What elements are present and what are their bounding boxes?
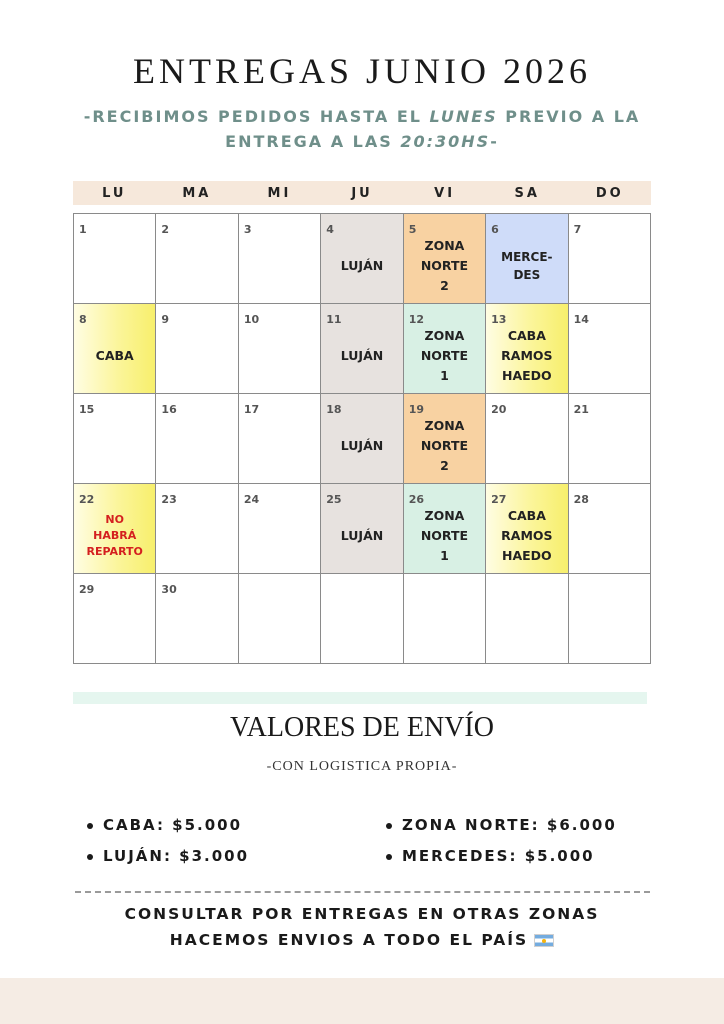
calendar-day-27 <box>486 484 568 574</box>
weekday-thu: JU <box>351 186 373 201</box>
calendar-day-18 <box>321 394 403 484</box>
day-number: 20 <box>491 403 507 416</box>
day-number: 10 <box>243 313 260 326</box>
day-number: 13 <box>491 313 507 326</box>
calendar-day-14 <box>569 304 651 394</box>
calendar-empty-cell <box>404 574 486 664</box>
day-number: 6 <box>491 223 499 236</box>
delivery-zone-label: NO HABRÁ REPARTO <box>86 512 143 558</box>
calendar-day-23 <box>156 484 238 574</box>
calendar-day-6 <box>486 214 568 304</box>
day-number: 23 <box>161 493 177 506</box>
calendar-day-17 <box>239 394 321 484</box>
delivery-zone-label: ZONA NORTE 1 <box>420 507 469 563</box>
day-number: 7 <box>573 223 582 236</box>
delivery-zone-label: LUJÁN <box>340 347 384 363</box>
calendar-empty-cell <box>239 574 321 664</box>
calendar-day-29 <box>74 574 156 664</box>
weekday-fri: VI <box>434 186 456 201</box>
calendar-day-22 <box>74 484 156 574</box>
calendar-day-5 <box>404 214 486 304</box>
day-number: 27 <box>491 493 507 506</box>
day-number: 30 <box>161 583 177 596</box>
day-number: 26 <box>408 493 425 506</box>
delivery-zone-label: LUJÁN <box>340 437 384 453</box>
delivery-zone-label: LUJÁN <box>340 257 384 273</box>
shipping-values-subtitle: -CON LOGISTICA PROPIA- <box>266 759 458 774</box>
calendar-day-2 <box>156 214 238 304</box>
calendar-day-26 <box>404 484 486 574</box>
calendar-day-9 <box>156 304 238 394</box>
calendar-day-1 <box>74 214 156 304</box>
calendar-day-28 <box>569 484 651 574</box>
day-number: 22 <box>79 493 95 506</box>
calendar-day-11 <box>321 304 403 394</box>
day-number: 17 <box>243 403 260 416</box>
shipping-prices-left <box>87 813 249 875</box>
price-zona-norte: ZONA NORTE: $6.000 <box>386 813 617 844</box>
subtitle-emphasis-day: LUNES <box>429 107 498 126</box>
day-number: 4 <box>326 223 334 236</box>
calendar-empty-cell <box>321 574 403 664</box>
day-number: 25 <box>326 493 342 506</box>
day-number: 11 <box>326 313 342 326</box>
calendar-day-25 <box>321 484 403 574</box>
calendar-empty-cell <box>486 574 568 664</box>
delivery-zone-label: ZONA NORTE 1 <box>420 327 469 383</box>
weekday-header <box>73 181 651 205</box>
day-number: 9 <box>161 313 170 326</box>
day-number: 14 <box>573 313 589 326</box>
argentina-flag-icon <box>534 934 554 947</box>
price-caba: CABA: $5.000 <box>87 813 249 844</box>
day-number: 5 <box>408 223 417 236</box>
day-number: 1 <box>79 223 87 236</box>
section-divider-bar <box>73 692 647 704</box>
subtitle-text-3: - <box>490 132 499 151</box>
day-number: 19 <box>408 403 425 416</box>
delivery-calendar-grid <box>73 213 651 664</box>
nationwide-shipping-text: HACEMOS ENVIOS A TODO EL PAÍS <box>169 931 529 949</box>
weekday-sun: DO <box>595 186 624 201</box>
day-number: 3 <box>243 223 252 236</box>
day-number: 12 <box>408 313 425 326</box>
weekday-mon: LU <box>102 186 127 201</box>
calendar-day-15 <box>74 394 156 484</box>
weekday-tue: MA <box>182 186 212 201</box>
order-deadline-note <box>60 104 664 154</box>
price-mercedes: MERCEDES: $5.000 <box>386 844 617 875</box>
day-number: 2 <box>161 223 170 236</box>
shipping-prices-right <box>386 813 617 875</box>
calendar-day-8 <box>74 304 156 394</box>
delivery-zone-label: ZONA NORTE 2 <box>420 417 469 473</box>
calendar-day-7 <box>569 214 651 304</box>
calendar-day-4 <box>321 214 403 304</box>
delivery-zone-label: MERCE- DES <box>501 249 553 282</box>
bottom-band <box>0 978 724 1024</box>
calendar-day-10 <box>239 304 321 394</box>
day-number: 18 <box>326 403 342 416</box>
weekday-sat: SA <box>514 186 540 201</box>
subtitle-text-1: -RECIBIMOS PEDIDOS HASTA EL <box>83 107 430 126</box>
day-number: 15 <box>79 403 95 416</box>
delivery-zone-label: LUJÁN <box>340 527 384 543</box>
delivery-zone-label: ZONA NORTE 2 <box>420 237 469 293</box>
delivery-zone-label: CABA RAMOS HAEDO <box>501 507 553 563</box>
day-number: 16 <box>161 403 177 416</box>
price-lujan: LUJÁN: $3.000 <box>87 844 249 875</box>
other-zones-note: CONSULTAR POR ENTREGAS EN OTRAS ZONAS <box>124 905 600 923</box>
day-number: 21 <box>573 403 589 416</box>
delivery-zone-label: CABA <box>95 347 134 363</box>
delivery-zone-label: CABA RAMOS HAEDO <box>501 327 553 383</box>
day-number: 28 <box>573 493 589 506</box>
calendar-day-30 <box>156 574 238 664</box>
calendar-day-16 <box>156 394 238 484</box>
subtitle-emphasis-time: 20:30HS <box>400 132 491 151</box>
calendar-day-20 <box>486 394 568 484</box>
calendar-day-13 <box>486 304 568 394</box>
calendar-day-12 <box>404 304 486 394</box>
nationwide-shipping-note <box>0 931 724 949</box>
day-number: 29 <box>79 583 95 596</box>
calendar-day-19 <box>404 394 486 484</box>
calendar-day-24 <box>239 484 321 574</box>
calendar-empty-cell <box>569 574 651 664</box>
page-title: ENTREGAS JUNIO 2026 <box>133 51 591 91</box>
weekday-wed: MI <box>267 186 292 201</box>
day-number: 24 <box>243 493 260 506</box>
dashed-divider <box>75 891 650 893</box>
calendar-day-21 <box>569 394 651 484</box>
day-number: 8 <box>79 313 87 326</box>
calendar-day-3 <box>239 214 321 304</box>
subtitle-text-2: PREVIO A LA ENTREGA A LAS <box>225 107 641 151</box>
shipping-values-title: VALORES DE ENVÍO <box>230 712 494 743</box>
